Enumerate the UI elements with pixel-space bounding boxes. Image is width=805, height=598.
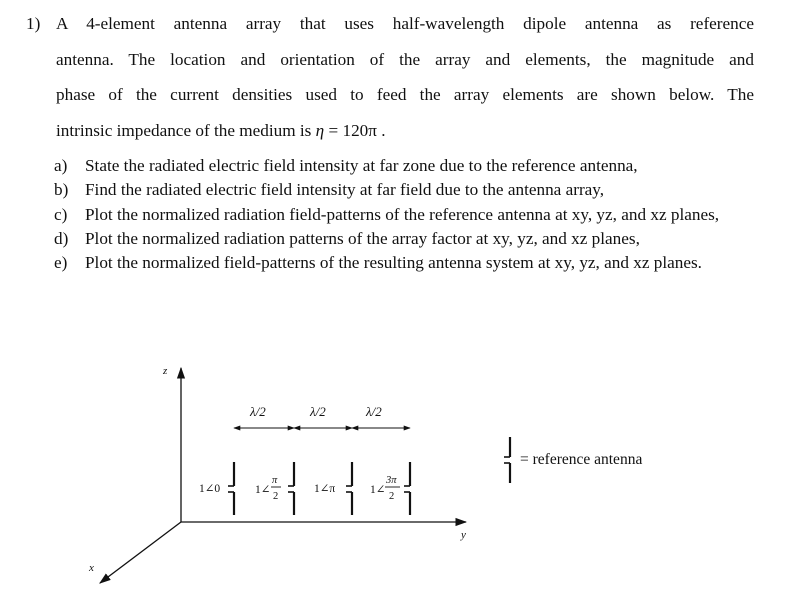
task-text: Plot the normalized radiation patterns of the array factor at xy, yz, and xz planes,	[85, 228, 640, 248]
task-item-c	[54, 203, 754, 227]
phase-magnitude: 1	[255, 484, 261, 496]
problem-line-3: phase of the current densities used to feed the array elements are shown below. The	[56, 85, 754, 104]
task-item-d	[54, 227, 754, 251]
x-axis	[100, 522, 181, 583]
task-text: Plot the normalized field-patterns of the resulting antenna system at xy, yz, and xz planes.	[85, 253, 702, 273]
problem-paragraph	[56, 6, 754, 148]
svg-text:1∠π	[314, 483, 335, 495]
task-label: b)	[54, 180, 69, 200]
task-label: a)	[54, 156, 68, 175]
legend-label: = reference antenna	[520, 451, 643, 468]
dipole-element-1	[228, 462, 234, 515]
dipole-element-3	[346, 462, 352, 515]
task-text: Find the radiated electric field intensity at far field due to the antenna array,	[85, 180, 605, 200]
task-text: Plot the normalized radiation field-patterns of the reference antenna at xy, yz, and xz planes,	[85, 204, 720, 224]
phase-angle: ∠π	[319, 483, 336, 495]
phase-denominator: 2	[273, 491, 279, 502]
phase-angle: ∠0	[204, 483, 221, 495]
task-text: State the radiated electric field intensity at far zone due to the reference antenna,	[85, 156, 638, 175]
problem-line-2: antenna. The location and orientation of the array and elements, the magnitude and	[56, 49, 754, 69]
svg-text:1∠	[370, 484, 385, 496]
task-label: e)	[54, 253, 68, 273]
phase-numerator: π	[272, 475, 278, 486]
svg-text:1∠0	[199, 483, 220, 495]
eta-value: = 120π .	[324, 120, 386, 140]
phase-magnitude: 1	[314, 483, 320, 495]
task-label: d)	[54, 228, 69, 248]
phase-magnitude: 1	[199, 483, 205, 495]
spacing-label-2: λ/2	[310, 404, 326, 419]
problem-number: 1)	[26, 14, 41, 33]
phase-label-2	[255, 475, 281, 502]
phase-numerator: 3π	[386, 475, 397, 486]
task-item-b	[54, 178, 754, 202]
problem-statement	[26, 6, 754, 148]
phase-angle: ∠	[260, 484, 271, 496]
eta-symbol: η	[315, 120, 325, 140]
legend-dipole-icon	[504, 437, 510, 483]
phase-magnitude: 1	[370, 484, 376, 496]
y-axis-label: y	[461, 529, 466, 541]
task-item-a	[54, 154, 754, 178]
dipole-element-2	[288, 462, 294, 515]
problem-line-4	[56, 113, 754, 149]
task-label: c)	[54, 204, 68, 224]
task-item-e	[54, 251, 754, 275]
problem-line-4-text: intrinsic impedance of the medium is	[56, 120, 316, 140]
dipole-element-4	[404, 462, 410, 515]
phase-label-3	[314, 483, 335, 495]
spacing-label-1: λ/2	[250, 404, 266, 419]
task-list	[54, 154, 754, 275]
phase-label-4	[370, 475, 400, 502]
svg-text:1∠	[255, 484, 270, 496]
phase-denominator: 2	[389, 491, 395, 502]
z-axis-label: z	[163, 365, 168, 377]
x-axis-label: x	[89, 562, 94, 574]
spacing-label-3: λ/2	[366, 404, 382, 419]
phase-angle: ∠	[375, 484, 386, 496]
problem-line-1: A 4-element antenna array that uses half-wavelength dipole antenna as reference	[56, 14, 754, 33]
phase-label-1	[199, 483, 220, 495]
